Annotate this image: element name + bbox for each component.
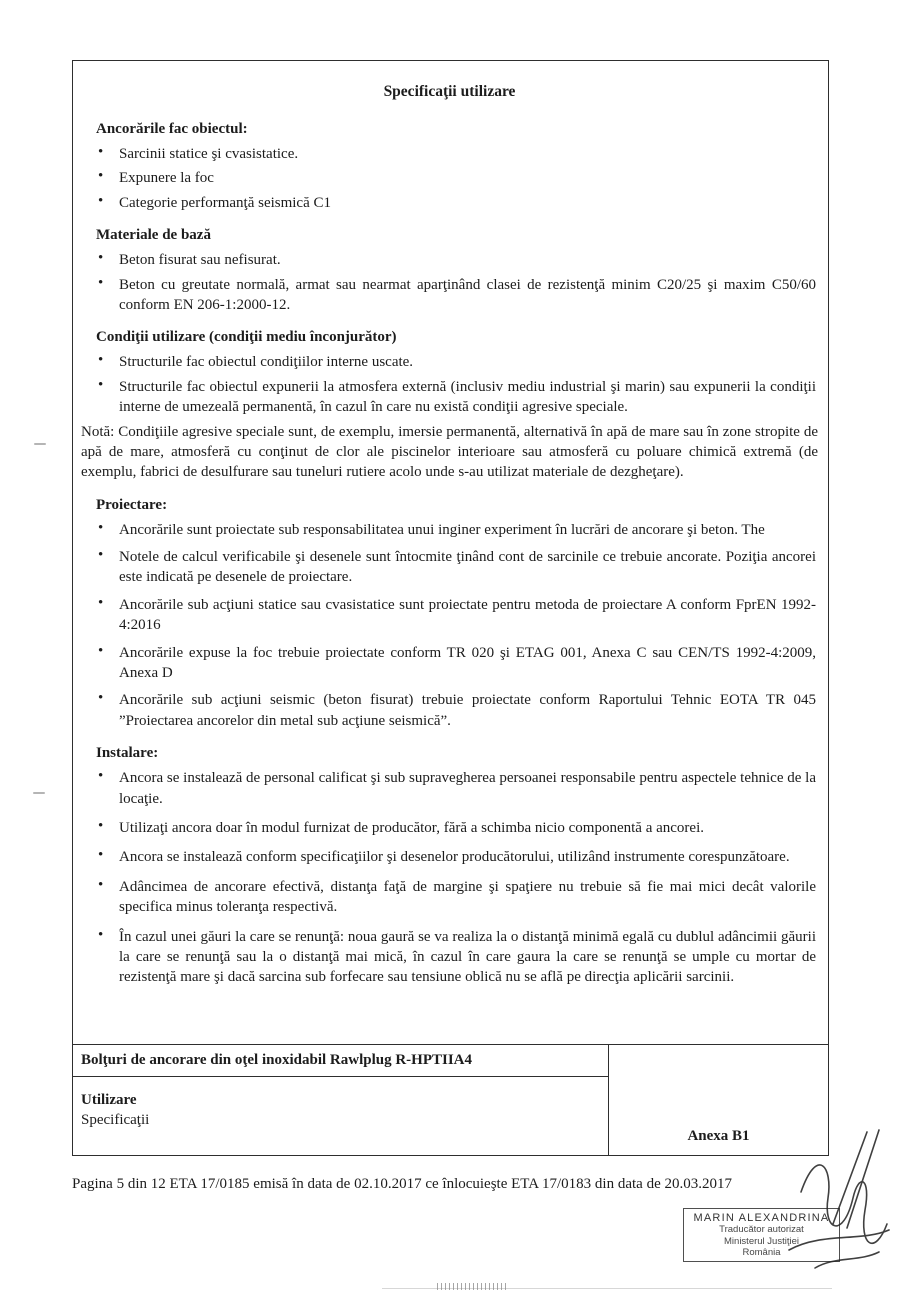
scan-artifact-dash bbox=[33, 792, 45, 794]
footer-table bbox=[73, 1044, 828, 1155]
bullet-item: • Beton fisurat sau nefisurat. bbox=[98, 250, 816, 270]
bullet-item: • Ancora se instalează conform specificaţiilor şi desenelor producătorului, utilizând instrumente corespunzătoare. bbox=[98, 847, 816, 867]
document-frame bbox=[72, 60, 829, 1156]
stamp-line: România bbox=[742, 1247, 781, 1259]
section-heading: Proiectare: bbox=[96, 496, 168, 513]
section-heading: Instalare: bbox=[96, 745, 159, 762]
section-ancorarile bbox=[81, 121, 818, 213]
product-title: Bolţuri de ancorare din oţel inoxidabil Rawlplug R-HPTIIA4 bbox=[73, 1045, 608, 1077]
usage-sublabel: Specificaţii bbox=[81, 1111, 150, 1128]
bullet-item: • Notele de calcul verificabile şi desenele sunt întocmite ţinând cont de sarcinile ce trebuie ancorate. Poziţia ancorei este indicată pe desenele de proiectare. bbox=[98, 547, 816, 588]
usage-label: Utilizare bbox=[81, 1092, 137, 1108]
section-conditii bbox=[81, 329, 818, 482]
bullet-item: • În cazul unei găuri la care se renunţă: noua gaură se va realiza la o distanţă minimă egală cu dublul adâncimii găurii la care se renunţă sau la o distanţă mai mică, în cazul în care gaura la care se renunţă se umple cu mortar de rezistenţă mare şi dacă sarcina sub forfecare sau tensiune oblică nu se află pe direcţia aplicării sarcinii. bbox=[98, 927, 816, 988]
bullet-icon: • bbox=[98, 876, 104, 893]
section-instalare bbox=[81, 745, 818, 988]
bullet-icon: • bbox=[98, 376, 104, 393]
scan-artifact-dash bbox=[34, 443, 46, 445]
bullet-item: • Beton cu greutate normală, armat sau nearmat aparţinând clasei de rezistenţă minim C20/25 şi maxim C50/60 conform EN 206-1:2000-12. bbox=[98, 275, 816, 316]
bullet-icon: • bbox=[98, 817, 104, 834]
stamp-line: Ministerul Justiţiei bbox=[724, 1235, 799, 1247]
bullet-item: • Adâncimea de ancorare efectivă, distanţa faţă de margine şi spaţiere nu trebuie să fie mai mici decât valorile specifica minus toleranţa respectivă. bbox=[98, 877, 816, 918]
bullet-icon: • bbox=[98, 926, 104, 943]
bullet-icon: • bbox=[98, 352, 104, 369]
bullet-icon: • bbox=[98, 274, 104, 291]
bullet-item: • Sarcinii statice şi cvasistatice. bbox=[98, 144, 816, 164]
section-heading: Materiale de bază bbox=[96, 227, 211, 244]
page-title: Specificaţii utilizare bbox=[383, 83, 516, 100]
bullet-item: • Utilizaţi ancora doar în modul furnizat de producător, fără a schimba nicio componentă a ancorei. bbox=[98, 818, 816, 838]
page-footer-line: Pagina 5 din 12 ETA 17/0185 emisă în data de 02.10.2017 ce înlocuieşte ETA 17/0183 din data de 20.03.2017 bbox=[72, 1176, 732, 1192]
bullet-item: • Ancorările sunt proiectate sub responsabilitatea unui inginer experiment în lucrări de ancorare şi beton. The bbox=[98, 520, 816, 540]
bullet-icon: • bbox=[98, 547, 104, 564]
note-paragraph: Notă: Condiţiile agresive speciale sunt, de exemplu, imersie permanentă, alternativă în apă de mare sau în zone stropite de apă de mare, atmosferă cu conţinut de clor ale piscinelor interioare sau atmosferă cu poluare chimică extremă (de exemplu, fabrici de desulfurare sau tuneluri rutiere acolo unde s-au utilizat materiale de dezgheţare). bbox=[81, 423, 818, 481]
section-materiale bbox=[81, 227, 818, 315]
scan-artifact-ticks bbox=[437, 1283, 509, 1290]
bullet-item: • Structurile fac obiectul condiţiilor interne uscate. bbox=[98, 352, 816, 372]
bullet-item: • Ancorările sub acţiuni statice sau cvasistatice sunt proiectate pentru metoda de proiectare A conform FprEN 1992-4:2016 bbox=[98, 595, 816, 636]
bullet-icon: • bbox=[98, 519, 104, 536]
bullet-item: • Categorie performanţă seismică C1 bbox=[98, 193, 816, 213]
usage-cell bbox=[73, 1077, 608, 1130]
bullet-item: • Ancorările sub acţiuni seismic (beton fisurat) trebuie proiectate conform Raportului Tehnic EOTA TR 045 ”Proiectarea ancorelor din metal sub acţiune seismică”. bbox=[98, 690, 816, 731]
section-heading: Ancorările fac obiectul: bbox=[96, 121, 248, 137]
translator-stamp bbox=[683, 1208, 840, 1262]
bullet-item: • Ancora se instalează de personal calificat şi sub supravegherea persoanei responsabile pentru aspectele tehnice de la locaţie. bbox=[98, 768, 816, 809]
stamp-line: Traducător autorizat bbox=[719, 1224, 804, 1235]
annex-label: Anexa B1 bbox=[687, 1128, 750, 1144]
bullet-icon: • bbox=[98, 847, 104, 864]
section-proiectare bbox=[81, 497, 818, 732]
footer-table-left bbox=[73, 1045, 609, 1155]
bullet-icon: • bbox=[98, 690, 104, 707]
bullet-icon: • bbox=[98, 594, 104, 611]
bullet-item: • Ancorările expuse la foc trebuie proiectate conform TR 020 şi ETAG 001, Anexa C sau CEN/TS 1992-4:2009, Anexa D bbox=[98, 643, 816, 684]
bullet-icon: • bbox=[98, 250, 104, 267]
bullet-icon: • bbox=[98, 144, 104, 160]
bullet-icon: • bbox=[98, 642, 104, 659]
bullet-icon: • bbox=[98, 192, 104, 209]
bullet-icon: • bbox=[98, 768, 104, 785]
document-body bbox=[73, 61, 828, 988]
bullet-item: • Structurile fac obiectul expunerii la atmosfera externă (inclusiv mediu industrial şi marin) sau expunerii la condiţii interne de umezeală permanentă, în cazul în care nu există condiţii agresive speciale. bbox=[98, 377, 816, 418]
bullet-icon: • bbox=[98, 168, 104, 185]
stamp-name: MARIN ALEXANDRINA bbox=[693, 1212, 830, 1224]
section-heading: Condiţii utilizare (condiţii mediu înconjurător) bbox=[96, 329, 397, 346]
bullet-item: • Expunere la foc bbox=[98, 168, 816, 188]
